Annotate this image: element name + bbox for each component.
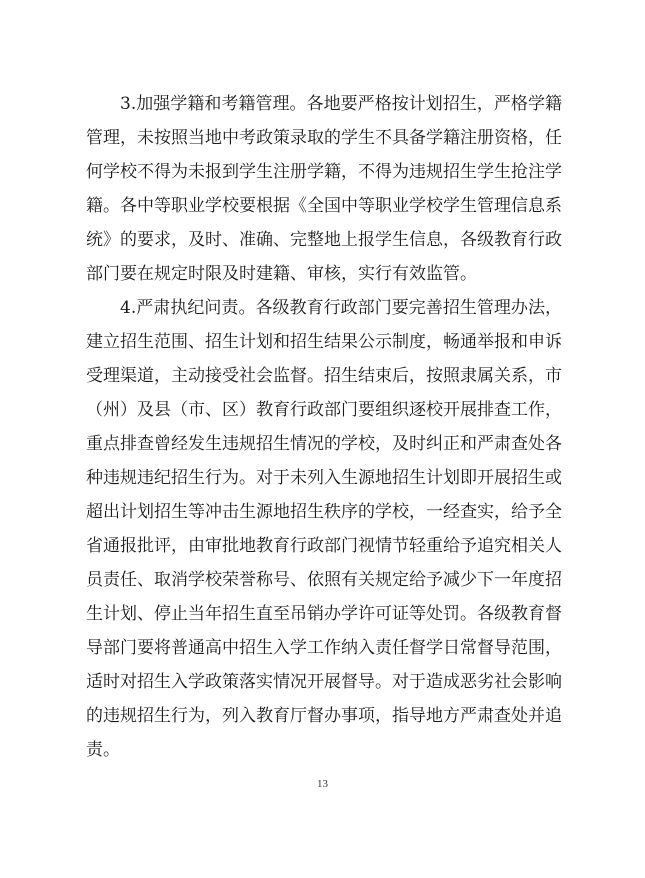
text-line: 3.加强学籍和考籍管理。各地要严格按计划招生，严格学籍 — [120, 94, 562, 114]
text-line: 导部门要将普通高中招生入学工作纳入责任督学日常督导范围， — [86, 638, 562, 658]
document-body — [86, 87, 562, 767]
text-line: 部门要在规定时限及时建籍、审核，实行有效监管。 — [86, 264, 477, 284]
text-line: 统》的要求，及时、准确、完整地上报学生信息，各级教育行政 — [86, 230, 562, 250]
text-line: 超出计划招生等冲击生源地招生秩序的学校，一经查实，给予全 — [86, 502, 562, 522]
text-line: 何学校不得为未报到学生注册学籍，不得为违规招生学生抢注学 — [86, 162, 562, 182]
text-line: 适时对招生入学政策落实情况开展督导。对于造成恶劣社会影响 — [86, 672, 562, 692]
text-line: 省通报批评，由审批地教育行政部门视情节轻重给予追究相关人 — [86, 536, 562, 556]
page-number: 13 — [317, 778, 328, 790]
text-line: 受理渠道，主动接受社会监督。招生结束后，按照隶属关系，市 — [86, 366, 562, 386]
text-line: 籍。各中等职业学校要根据《全国中等职业学校学生管理信息系 — [86, 196, 562, 216]
text-line: 4.严肃执纪问责。各级教育行政部门要完善招生管理办法， — [120, 298, 562, 318]
text-line: 种违规违纪招生行为。对于未列入生源地招生计划即开展招生或 — [86, 468, 562, 488]
text-line: 管理，未按照当地中考政策录取的学生不具备学籍注册资格，任 — [86, 128, 562, 148]
paragraph-student-registration — [86, 87, 562, 291]
text-line: 生计划、停止当年招生直至吊销办学许可证等处罚。各级教育督 — [86, 604, 562, 624]
text-line: 责。 — [86, 740, 120, 760]
text-line: 重点排查曾经发生违规招生情况的学校，及时纠正和严肃查处各 — [86, 434, 562, 454]
paragraph-accountability — [86, 291, 562, 767]
text-line: 建立招生范围、招生计划和招生结果公示制度，畅通举报和申诉 — [86, 332, 562, 352]
text-line: 的违规招生行为，列入教育厅督办事项，指导地方严肃查处并追 — [86, 706, 562, 726]
text-line: 员责任、取消学校荣誉称号、依照有关规定给予减少下一年度招 — [86, 570, 562, 590]
text-line: （州）及县（市、区）教育行政部门要组织逐校开展排查工作， — [86, 400, 562, 420]
